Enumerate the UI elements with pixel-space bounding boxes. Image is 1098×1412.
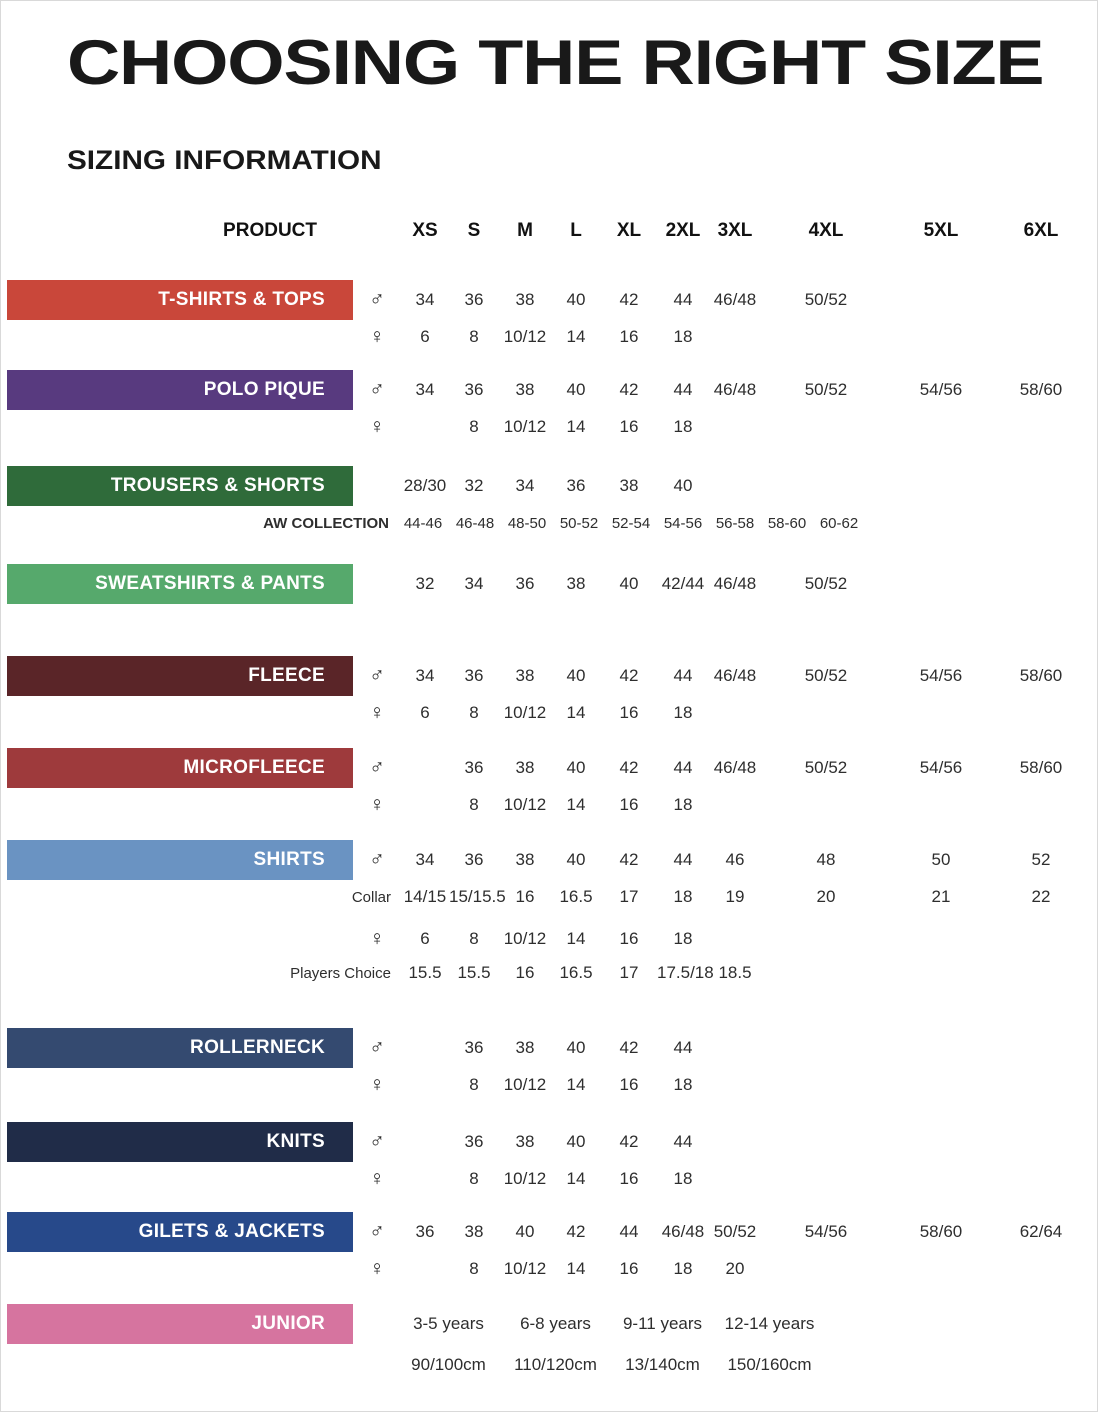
product-section <box>7 466 1097 538</box>
male-icon: ♂ <box>369 664 385 687</box>
table-row <box>7 564 1097 604</box>
product-section <box>7 564 1097 604</box>
product-section <box>7 370 1097 444</box>
product-section <box>7 1028 1097 1102</box>
size-value: 10/12 <box>503 1169 547 1188</box>
size-value: 46/48 <box>713 574 757 593</box>
size-table <box>7 216 1097 1380</box>
junior-value: 9-11 years <box>622 1314 703 1333</box>
size-value: 36 <box>464 666 484 685</box>
size-value: 16.5 <box>559 963 593 982</box>
size-value: 50/52 <box>804 758 848 777</box>
size-value: 40 <box>566 758 586 777</box>
size-value: 44 <box>619 1222 639 1241</box>
size-value: 34 <box>464 574 484 593</box>
size-value: 14 <box>566 1075 586 1094</box>
size-column-header: 3XL <box>717 220 753 241</box>
size-value: 8 <box>469 417 479 436</box>
size-value: 18 <box>673 703 693 722</box>
size-value: 18 <box>673 795 693 814</box>
size-value: 38 <box>515 1038 535 1057</box>
male-icon: ♂ <box>369 288 385 311</box>
row-label: Players Choice <box>290 964 391 982</box>
male-icon: ♂ <box>369 1220 385 1243</box>
banner-label: T-SHIRTS & TOPS <box>158 289 325 310</box>
size-value: 44 <box>673 1038 693 1057</box>
size-value: 8 <box>469 1259 479 1278</box>
row-label: Collar <box>351 888 391 906</box>
product-banner <box>7 1212 353 1252</box>
male-icon: ♂ <box>369 1130 385 1153</box>
size-value: 38 <box>515 290 535 309</box>
junior-row <box>7 1304 1097 1344</box>
size-value: 58/60 <box>1019 758 1063 777</box>
size-value: 28/30 <box>403 476 447 495</box>
size-value: 36 <box>464 758 484 777</box>
size-value: 56-58 <box>715 514 755 532</box>
size-value: 6 <box>420 327 430 346</box>
junior-row <box>7 1350 1097 1380</box>
size-value: 18 <box>673 929 693 948</box>
size-value: 36 <box>464 380 484 399</box>
size-value: 46/48 <box>713 290 757 309</box>
size-value: 38 <box>515 380 535 399</box>
size-column-header: M <box>517 220 533 241</box>
product-section <box>7 1304 1097 1380</box>
size-value: 18 <box>673 1259 693 1278</box>
size-value: 16 <box>619 1075 639 1094</box>
size-value: 34 <box>515 476 535 495</box>
banner-label: SWEATSHIRTS & PANTS <box>95 573 325 594</box>
size-value: 44 <box>673 758 693 777</box>
size-value: 14 <box>566 327 586 346</box>
junior-value: 13/140cm <box>625 1355 700 1374</box>
size-value: 16 <box>515 887 535 906</box>
size-value: 40 <box>566 290 586 309</box>
size-column-header: 6XL <box>1023 220 1059 241</box>
table-row <box>7 748 1097 788</box>
size-value: 20 <box>816 887 836 906</box>
size-value: 14 <box>566 795 586 814</box>
size-value: 50/52 <box>804 290 848 309</box>
size-value: 16 <box>619 1259 639 1278</box>
junior-value: 3-5 years <box>413 1314 484 1333</box>
table-row <box>7 696 1097 730</box>
product-banner <box>7 466 353 506</box>
column-header-product: PRODUCT <box>223 220 317 241</box>
size-value: 10/12 <box>503 929 547 948</box>
size-value: 44 <box>673 380 693 399</box>
product-banner <box>7 1122 353 1162</box>
product-banner <box>7 748 353 788</box>
product-section <box>7 280 1097 354</box>
size-value: 32 <box>415 574 435 593</box>
female-icon: ♀ <box>369 793 385 816</box>
size-value: 17 <box>619 963 639 982</box>
size-value: 8 <box>469 795 479 814</box>
size-value: 36 <box>464 1038 484 1057</box>
table-row <box>7 466 1097 506</box>
size-value: 42 <box>619 1038 639 1057</box>
size-value: 52-54 <box>611 514 651 532</box>
junior-value: 6-8 years <box>520 1314 591 1333</box>
product-banner <box>7 370 353 410</box>
size-value: 18 <box>673 1075 693 1094</box>
table-row <box>7 1162 1097 1196</box>
size-value: 19 <box>725 887 745 906</box>
size-value: 10/12 <box>503 795 547 814</box>
banner-label: POLO PIQUE <box>203 379 325 400</box>
product-section <box>7 840 1097 990</box>
table-row <box>7 788 1097 822</box>
product-section <box>7 748 1097 822</box>
table-header-row <box>7 216 1097 246</box>
banner-label: KNITS <box>266 1131 325 1152</box>
size-column-header: L <box>570 220 582 241</box>
male-icon: ♂ <box>369 378 385 401</box>
size-value: 38 <box>515 850 535 869</box>
size-value: 14/15 <box>403 887 447 906</box>
size-value: 17.5/18 <box>657 963 714 982</box>
table-row <box>7 320 1097 354</box>
size-value: 34 <box>415 290 435 309</box>
product-banner <box>7 1028 353 1068</box>
male-icon: ♂ <box>369 848 385 871</box>
size-column-header: 4XL <box>808 220 844 241</box>
female-icon: ♀ <box>369 1167 385 1190</box>
size-value: 40 <box>619 574 639 593</box>
size-value: 34 <box>415 666 435 685</box>
size-value: 50/52 <box>804 574 848 593</box>
size-value: 46/48 <box>713 380 757 399</box>
size-value: 15/15.5 <box>449 887 506 906</box>
table-row <box>7 1252 1097 1286</box>
table-row <box>7 370 1097 410</box>
size-value: 42 <box>619 290 639 309</box>
size-value: 14 <box>566 1169 586 1188</box>
size-value: 38 <box>515 758 535 777</box>
size-value: 34 <box>415 850 435 869</box>
size-value: 44 <box>673 666 693 685</box>
banner-label: GILETS & JACKETS <box>138 1221 325 1242</box>
junior-value: 110/120cm <box>514 1355 597 1374</box>
size-value: 40 <box>566 666 586 685</box>
size-value: 10/12 <box>503 1259 547 1278</box>
table-row <box>7 922 1097 956</box>
female-icon: ♀ <box>369 701 385 724</box>
size-value: 16 <box>619 327 639 346</box>
size-value: 52 <box>1031 850 1051 869</box>
banner-label: FLEECE <box>248 665 325 686</box>
size-value: 14 <box>566 703 586 722</box>
size-value: 40 <box>566 1132 586 1151</box>
size-value: 14 <box>566 417 586 436</box>
table-row <box>7 1028 1097 1068</box>
size-value: 8 <box>469 1075 479 1094</box>
size-value: 16.5 <box>559 887 593 906</box>
size-column-header: XL <box>616 220 642 241</box>
size-value: 18 <box>673 1169 693 1188</box>
size-value: 42/44 <box>661 574 705 593</box>
size-value: 54/56 <box>919 380 963 399</box>
product-banner <box>7 1304 353 1344</box>
banner-label: MICROFLEECE <box>183 757 325 778</box>
size-value: 6 <box>420 929 430 948</box>
size-value: 60-62 <box>819 514 859 532</box>
size-value: 40 <box>566 1038 586 1057</box>
table-row <box>7 1122 1097 1162</box>
size-value: 50/52 <box>804 380 848 399</box>
size-value: 36 <box>515 574 535 593</box>
size-value: 36 <box>464 1132 484 1151</box>
banner-label: TROUSERS & SHORTS <box>110 475 325 496</box>
size-value: 18.5 <box>718 963 752 982</box>
size-value: 46/48 <box>661 1222 705 1241</box>
table-row <box>7 1068 1097 1102</box>
product-banner <box>7 656 353 696</box>
banner-label: JUNIOR <box>251 1313 325 1334</box>
size-value: 22 <box>1031 887 1051 906</box>
size-value: 38 <box>515 1132 535 1151</box>
aw-collection-row <box>7 508 1097 538</box>
size-value: 42 <box>619 666 639 685</box>
size-value: 38 <box>464 1222 484 1241</box>
size-column-header: 5XL <box>923 220 959 241</box>
table-row <box>7 280 1097 320</box>
size-column-header: S <box>467 220 481 241</box>
female-icon: ♀ <box>369 1073 385 1096</box>
size-value: 10/12 <box>503 1075 547 1094</box>
female-icon: ♀ <box>369 927 385 950</box>
product-section <box>7 656 1097 730</box>
size-value: 44 <box>673 1132 693 1151</box>
size-value: 50/52 <box>713 1222 757 1241</box>
size-value: 62/64 <box>1019 1222 1063 1241</box>
size-value: 58/60 <box>1019 666 1063 685</box>
size-value: 16 <box>619 929 639 948</box>
male-icon: ♂ <box>369 756 385 779</box>
size-value: 42 <box>619 850 639 869</box>
size-value: 8 <box>469 929 479 948</box>
size-value: 10/12 <box>503 327 547 346</box>
female-icon: ♀ <box>369 415 385 438</box>
female-icon: ♀ <box>369 1257 385 1280</box>
male-icon: ♂ <box>369 1036 385 1059</box>
size-value: 38 <box>619 476 639 495</box>
size-value: 36 <box>464 290 484 309</box>
size-value: 15.5 <box>457 963 491 982</box>
size-value: 36 <box>566 476 586 495</box>
size-value: 20 <box>725 1259 745 1278</box>
size-value: 50-52 <box>559 514 599 532</box>
size-value: 50/52 <box>804 666 848 685</box>
size-value: 42 <box>619 380 639 399</box>
table-row <box>7 880 1097 914</box>
size-value: 40 <box>566 850 586 869</box>
size-value: 16 <box>619 1169 639 1188</box>
size-value: 58/60 <box>1019 380 1063 399</box>
size-value: 48-50 <box>507 514 547 532</box>
page-title: CHOOSING THE RIGHT SIZE <box>67 28 1044 98</box>
size-value: 46/48 <box>713 666 757 685</box>
size-value: 6 <box>420 703 430 722</box>
size-value: 46/48 <box>713 758 757 777</box>
size-value: 42 <box>619 1132 639 1151</box>
table-row <box>7 1212 1097 1252</box>
size-value: 34 <box>415 380 435 399</box>
size-value: 16 <box>619 795 639 814</box>
size-value: 58/60 <box>919 1222 963 1241</box>
size-value: 36 <box>464 850 484 869</box>
size-column-header: XS <box>412 220 438 241</box>
size-value: 18 <box>673 417 693 436</box>
size-value: 44-46 <box>403 514 443 532</box>
junior-value: 150/160cm <box>727 1355 812 1374</box>
size-value: 42 <box>619 758 639 777</box>
table-row <box>7 956 1097 990</box>
size-value: 42 <box>566 1222 586 1241</box>
size-value: 18 <box>673 887 693 906</box>
table-row <box>7 656 1097 696</box>
size-value: 38 <box>566 574 586 593</box>
product-section <box>7 1122 1097 1196</box>
size-value: 21 <box>931 887 951 906</box>
size-value: 44 <box>673 290 693 309</box>
size-value: 54/56 <box>919 758 963 777</box>
banner-label: SHIRTS <box>253 849 325 870</box>
table-row <box>7 840 1097 880</box>
banner-label: ROLLERNECK <box>190 1037 325 1058</box>
female-icon: ♀ <box>369 325 385 348</box>
size-column-header: 2XL <box>665 220 701 241</box>
size-value: 48 <box>816 850 836 869</box>
size-value: 8 <box>469 703 479 722</box>
size-value: 16 <box>619 703 639 722</box>
size-value: 54/56 <box>919 666 963 685</box>
product-banner <box>7 564 353 604</box>
size-value: 32 <box>464 476 484 495</box>
size-value: 8 <box>469 1169 479 1188</box>
size-value: 40 <box>515 1222 535 1241</box>
product-section <box>7 1212 1097 1286</box>
junior-value: 12-14 years <box>724 1314 815 1333</box>
size-value: 58-60 <box>767 514 807 532</box>
size-value: 40 <box>566 380 586 399</box>
size-value: 18 <box>673 327 693 346</box>
size-value: 10/12 <box>503 703 547 722</box>
size-value: 14 <box>566 1259 586 1278</box>
size-value: 16 <box>515 963 535 982</box>
size-value: 44 <box>673 850 693 869</box>
size-value: 8 <box>469 327 479 346</box>
product-banner <box>7 840 353 880</box>
junior-value: 90/100cm <box>411 1355 486 1374</box>
size-value: 10/12 <box>503 417 547 436</box>
size-value: 17 <box>619 887 639 906</box>
product-banner <box>7 280 353 320</box>
size-value: 46-48 <box>455 514 495 532</box>
size-value: 15.5 <box>408 963 442 982</box>
size-value: 50 <box>931 850 951 869</box>
table-row <box>7 410 1097 444</box>
size-value: 36 <box>415 1222 435 1241</box>
size-value: 54-56 <box>663 514 703 532</box>
size-value: 14 <box>566 929 586 948</box>
size-value: 38 <box>515 666 535 685</box>
size-value: 46 <box>725 850 745 869</box>
row-label: AW COLLECTION <box>263 514 389 532</box>
size-value: 40 <box>673 476 693 495</box>
size-value: 16 <box>619 417 639 436</box>
page-subtitle: SIZING INFORMATION <box>67 145 382 175</box>
size-value: 54/56 <box>804 1222 848 1241</box>
